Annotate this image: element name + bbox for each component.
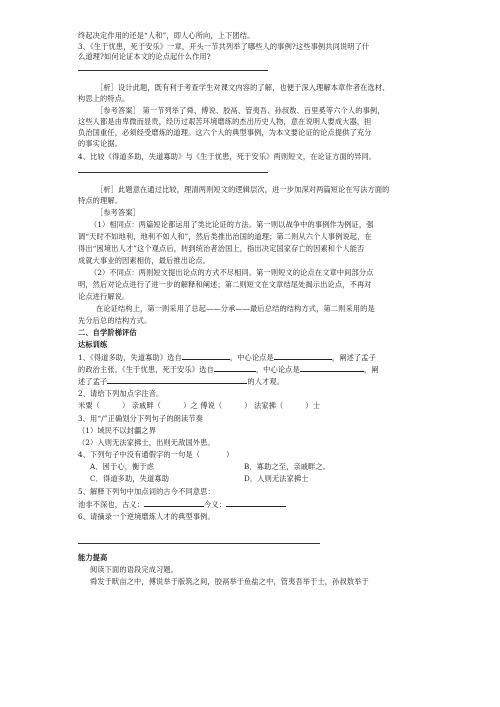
question-text: ，阐述了孟子 — [331, 353, 376, 362]
question-text: 述了孟子 — [78, 377, 108, 386]
question-text: 今义： — [204, 500, 227, 509]
question-1-line — [78, 364, 438, 374]
question-5-blanks — [78, 499, 438, 509]
blank-field[interactable] — [300, 364, 364, 372]
question-text: 的政治主张。《生于忧患，死于安乐》选自 — [78, 365, 214, 374]
subsection-heading: 达标训练 — [78, 340, 108, 349]
blank-field[interactable] — [226, 499, 286, 507]
blank-field[interactable] — [182, 352, 230, 360]
blank-field[interactable] — [214, 364, 256, 372]
analysis-line: ［析］此题意在通过比较，理清两则短文的逻辑层次，进一步加深对两篇短论在写法方面的 — [96, 185, 390, 194]
question-text: 4、下列句子中没有通假字的一句是（ — [78, 450, 201, 459]
question-text: 的人才观。 — [247, 377, 285, 386]
question-1-line — [78, 352, 438, 362]
answer-line — [78, 70, 268, 71]
blank-field[interactable] — [274, 352, 332, 360]
text-line: 的事实论据。 — [78, 139, 123, 148]
question-text: 池非不深也，古义： — [78, 500, 145, 509]
sentence-item: （2）入则无法家拂士，出则无敌国外患。 — [78, 438, 215, 447]
question-text: ）士 — [305, 401, 321, 410]
question-text: 1、《得道多助，失道寡助》选自 — [78, 353, 182, 362]
option-b[interactable]: B．寡助之至，亲戚畔之。 — [244, 462, 331, 471]
text-line: 论点进行解说。 — [78, 292, 130, 301]
text-line: 构思上的特点。 — [78, 94, 130, 103]
question-4: 4、比较《得道多助，失道寡助》与《生于忧患，死于安乐》两则短文，在论证方面的异同。 — [78, 152, 377, 161]
text-line: 在论证结构上，第一则采用了总起——分承——最后总结的结构方式，第二则采用的是 — [96, 304, 375, 313]
blank-field[interactable] — [107, 376, 247, 384]
text-line: 这些人都是由卑微而显贵，经历过艰苦环境磨练的杰出历史人物，意在说明人要成大器，担 — [78, 117, 372, 126]
text-line: 得出“困境出人才”这个观点后，转到统治者治国上，指出决定国家存亡的因素和个人能否 — [78, 244, 365, 253]
text-line: （2）不同点：两则短文提出论点的方式不尽相同。第一则短文的论点在文章中间部分点 — [90, 268, 374, 277]
text-line: 特点的理解。 — [78, 196, 123, 205]
text-line: 负治国重任，必须经受磨炼的道理。这六个人的典型事例，为本文要论证的论点提供了充分 — [78, 128, 372, 137]
text-line: 么道理?如何论证本文的论点起什么作用? — [78, 52, 211, 61]
reference-answer: ［参考答案］ 第一节列举了舜、傅说、胶鬲、管夷吾、孙叔敖、百里奚等六个人的事例， — [96, 106, 385, 115]
question-6: 6、请摘录一个逆境磨炼人才的典型事例。 — [78, 512, 215, 521]
instruction: 阅读下面的语段完成习题。 — [90, 565, 179, 574]
sentence-item: （1）域民不以封疆之界 — [78, 426, 157, 435]
text-line: （1）相同点：两篇短论都运用了类比论证的方法。第一则以战争中的事例作为例证，强 — [90, 220, 374, 229]
pinyin-line — [78, 401, 438, 410]
question-text: ） — [226, 450, 234, 459]
question-text: ，中心论点是 — [255, 365, 300, 374]
text-line: 终起决定作用的还是“人和”，即人心所向，上下团结。 — [78, 31, 255, 40]
question-text: 米粟（ — [78, 401, 101, 410]
question-3: 3、用“/”正确划分下列句子的朗读节奏 — [78, 414, 204, 423]
question-5: 5、解释下列句中加点词的古今不同意思： — [78, 487, 215, 496]
answer-line — [78, 543, 320, 544]
text-line: 成就大事业的因素相仿，最后推出论点。 — [78, 256, 211, 265]
question-text: ，中心论点是 — [229, 353, 274, 362]
analysis-line: ［析］设计此题，既有利于考查学生对课文内容的了解，也便于深入理解本章作者在选材、 — [96, 83, 390, 92]
question-4 — [78, 450, 438, 459]
reading-passage: 舜发于畎亩之中，傅说举于版筑之间，胶鬲举于鱼盐之中，管夷吾举于士，孙叔敖举于 — [90, 577, 369, 586]
text-line: 先分后总的结构方式。 — [78, 316, 152, 325]
question-1-line — [78, 376, 438, 386]
blank-field[interactable] — [144, 499, 204, 507]
subsection-heading: 能力提高 — [78, 553, 108, 562]
option-d[interactable]: D．入则无法家拂士 — [244, 474, 309, 483]
text-line: 调“天时不如地利，地利不如人和”，然后类推出治国的道理；第二则从六个人事例说起，在 — [78, 232, 372, 241]
question-text: ） 法家拂（ — [244, 401, 284, 410]
question-2: 2、请给下列加点字注音。 — [78, 389, 164, 398]
text-line: 明，然后对论点进行了进一步的解释和阐述；第二则短文在文章结尾处揭示出论点，不再对 — [78, 280, 372, 289]
answer-line — [78, 172, 268, 173]
reference-answer-label: ［参考答案］ — [96, 208, 141, 217]
option-a[interactable]: A．困于心，衡于虑 — [90, 462, 155, 471]
question-text: ） 亲戚畔（ — [122, 401, 162, 410]
option-c[interactable]: C．得道多助，失道寡助 — [90, 474, 170, 483]
question-text: ，阐 — [363, 365, 379, 374]
question-3: 3、《生于忧患，死于安乐》一章，开头一节共列举了哪些人的事例?这些事例共同说明了什 — [78, 42, 370, 51]
question-text: ）之 傅说（ — [183, 401, 223, 410]
section-heading: 二、自学阶梯评估 — [78, 328, 137, 337]
